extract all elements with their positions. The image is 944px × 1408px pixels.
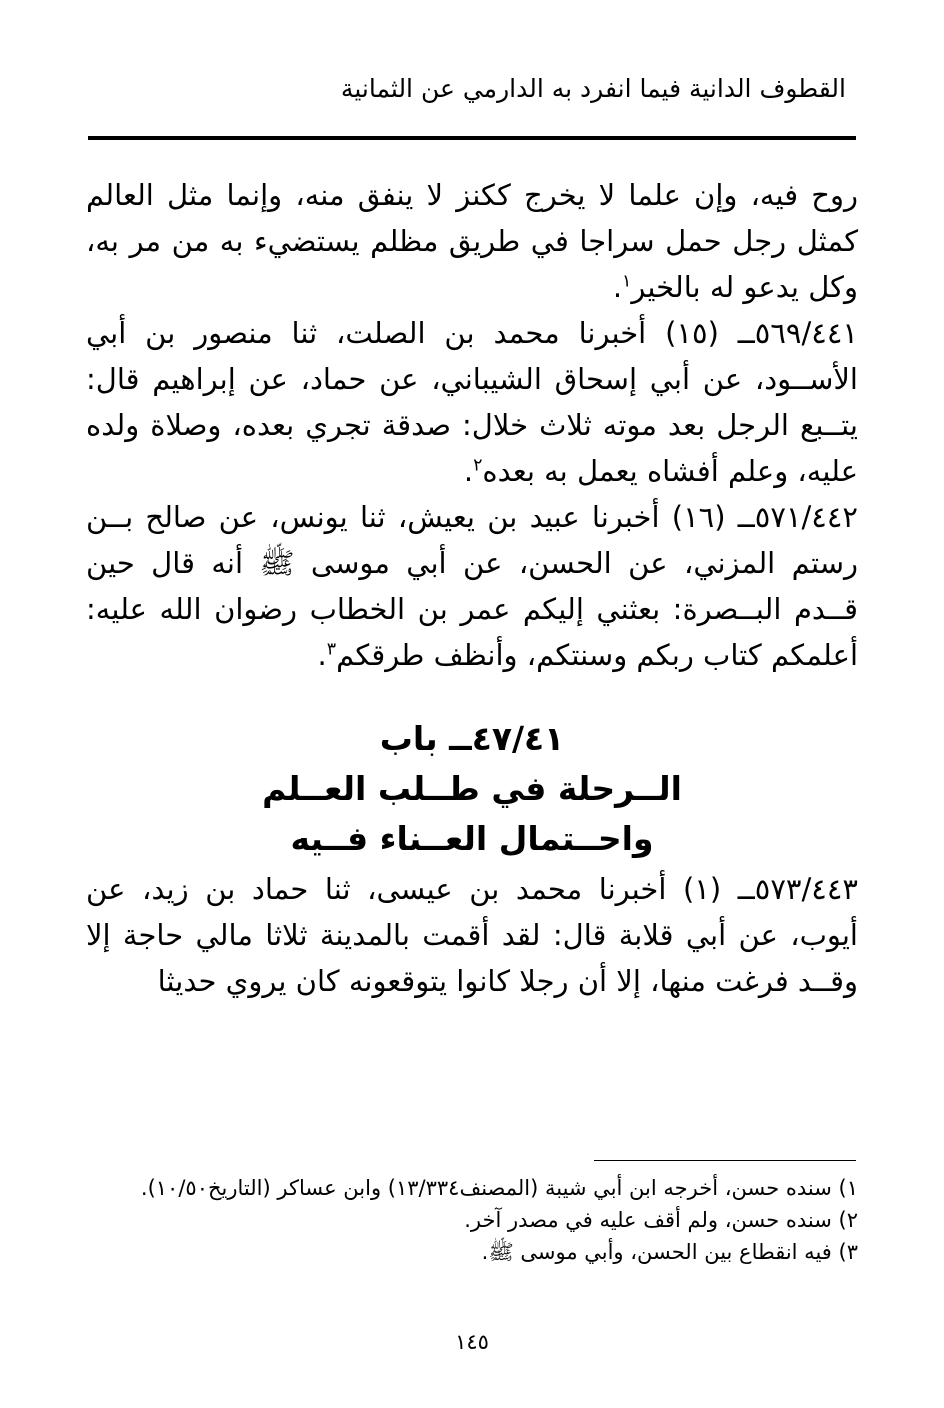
hadith-569-end: . — [463, 454, 474, 488]
footnote-1-marker: ١) — [838, 1176, 858, 1200]
main-text — [86, 172, 858, 678]
hadith-569-text: ٥٦٩/٤٤١ــ (١٥) أخبرنا محمد بن الصلت، ثنا منصور بن أبي الأســود، عن أبي إسحاق الشيباني، عن حماد، عن إبراهيم قال: يتــبع الرجل بعد موته ثلاث خلال: صدقة تجري بعده، وصلاة ولده عليه، وعلم أفشاه يعمل به بعده — [86, 316, 859, 488]
footnote-3-text: فيه انقطاع بين الحسن، وأبي موسى ﷺ. — [481, 1240, 832, 1264]
page-number: ١٤٥ — [455, 1330, 489, 1354]
footnotes — [90, 1172, 858, 1268]
paragraph-1 — [86, 172, 858, 310]
paragraph-1-end: . — [612, 270, 623, 304]
footnote-ref-2: ٢ — [473, 455, 483, 476]
running-title: القطوف الدانية فيما انفرد به الدارمي عن الثمانية — [340, 74, 846, 103]
paragraph-1-text: روح فيه، وإن علما لا يخرج ككنز لا ينفق منه، وإنما مثل العالم كمثل رجل حمل سراجا في طريق مظلم يستضيء به من مر به، وكل يدعو له بالخير — [86, 178, 858, 304]
footnote-ref-1: ١ — [622, 271, 632, 292]
hadith-571-text: ٥٧١/٤٤٢ــ (١٦) أخبرنا عبيد بن يعيش، ثنا يونس، عن صالح بــن رستم المزني، عن الحسن، عن أبي موسى ﷺ أنه قال حين قــدم البــصرة: بعثني إليكم عمر بن الخطاب رضوان الله عليه: أعلمكم كتاب ربكم وسنتكم، وأنظف طرقكم — [86, 500, 858, 672]
footnote-2 — [90, 1204, 858, 1236]
chapter-number: ٤٧/٤١ــ باب — [379, 719, 565, 758]
footnote-3 — [90, 1236, 858, 1268]
footnote-2-text: سنده حسن، ولم أقف عليه في مصدر آخر. — [464, 1208, 832, 1232]
hadith-573: ٥٧٣/٤٤٣ــ (١) أخبرنا محمد بن عيسى، ثنا حماد بن زيد، عن أيوب، عن أبي قلابة قال: لقد أقمت بالمدينة ثلاثا مالي حاجة إلا وقــد فرغت منها، إلا أن رجلا كانوا يتوقعونه كان يروي حديثا — [86, 872, 858, 998]
footnote-1-text: سنده حسن، أخرجه ابن أبي شيبة (المصنف١٣/٣٣٤) وابن عساكر (التاريخ١٠/٥٠). — [140, 1176, 832, 1200]
footnote-rule — [594, 1160, 856, 1161]
footnote-1 — [90, 1172, 858, 1204]
footnote-3-marker: ٣) — [838, 1240, 858, 1264]
hadith-571-end: . — [317, 638, 327, 672]
hadith-571 — [86, 494, 858, 678]
footnote-2-marker: ٢) — [838, 1208, 858, 1232]
footnote-ref-3: ٣ — [326, 639, 337, 660]
header-rule — [88, 136, 856, 140]
main-text-2 — [86, 866, 858, 1004]
hadith-569 — [86, 310, 858, 494]
chapter-title: الــرحلة في طــلب العــلم — [262, 769, 682, 808]
chapter-subtitle: واحــتمال العــناء فــيه — [290, 819, 654, 858]
